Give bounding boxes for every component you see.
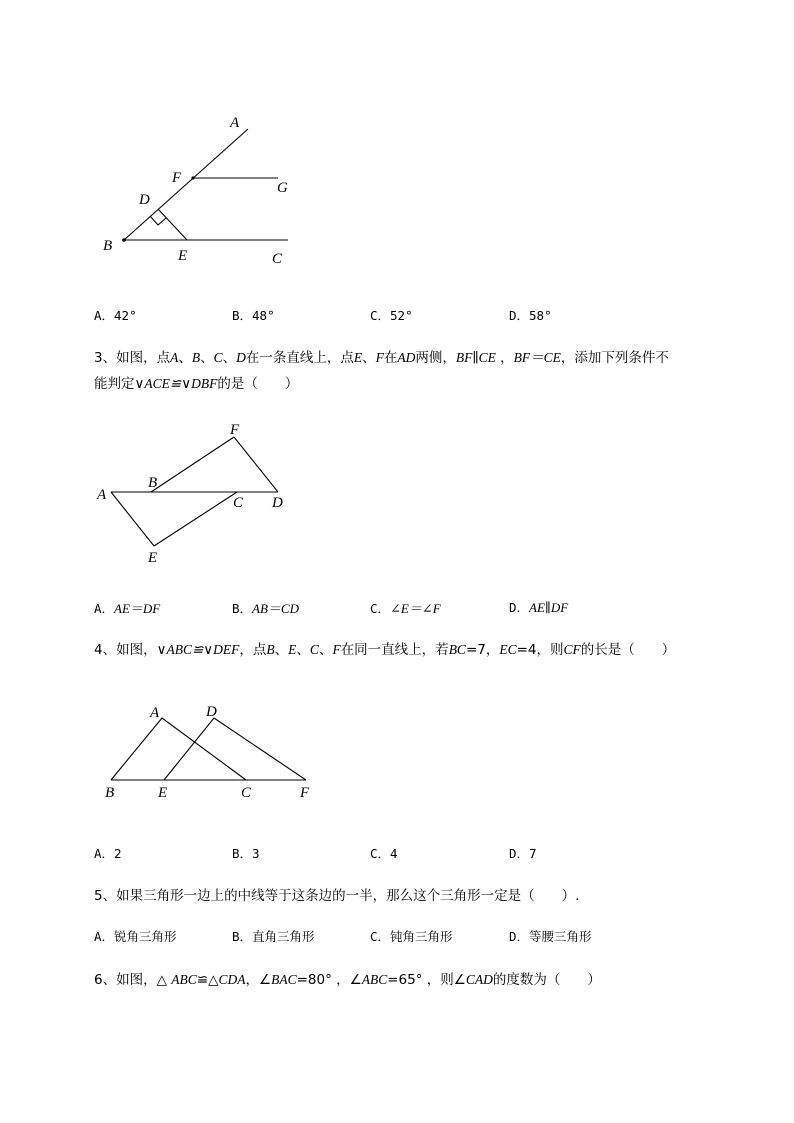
q3-question-line2: 能判定∨ACE≌∨DBF的是（ ） xyxy=(94,376,299,392)
label-d: D xyxy=(139,192,150,208)
segment-ec xyxy=(154,492,237,546)
point-f xyxy=(191,176,194,179)
point-b xyxy=(122,238,126,242)
segment-fd xyxy=(234,437,278,492)
segment-bf xyxy=(151,437,234,492)
label-b: B xyxy=(103,238,113,254)
q3-option-a[interactable]: A．AE＝DF xyxy=(94,601,161,616)
label-f: F xyxy=(300,785,310,801)
label-d: D xyxy=(206,704,217,720)
label-f: F xyxy=(230,422,240,438)
label-f: F xyxy=(172,170,182,186)
q2-option-b[interactable]: B．48° xyxy=(232,308,275,323)
label-b: B xyxy=(148,475,158,491)
q4-option-a[interactable]: A．2 xyxy=(94,846,122,861)
q4-question: 4、如图，∨ABC≌∨DEF，点B、E、C、F在同一直线上，若BC=7，EC=4，则CF的长是（ ） xyxy=(94,642,676,658)
figure-q2 xyxy=(0,0,400,290)
label-a: A xyxy=(97,487,107,503)
q5-option-a[interactable]: A．锐角三角形 xyxy=(94,929,177,944)
q4-option-c[interactable]: C．4 xyxy=(370,846,398,861)
label-c: C xyxy=(241,785,252,801)
right-angle-mark xyxy=(150,216,166,225)
ray-ba xyxy=(124,129,248,240)
label-e: E xyxy=(148,550,158,566)
label-g: G xyxy=(277,180,288,196)
q4-option-b[interactable]: B．3 xyxy=(232,846,260,861)
label-e: E xyxy=(178,248,188,264)
q4-option-d[interactable]: D．7 xyxy=(509,846,537,861)
q2-option-d[interactable]: D．58° xyxy=(509,308,552,323)
label-e: E xyxy=(158,785,168,801)
q6-question: 6、如图，△ ABC≌△CDA，∠BAC=80° ，∠ABC=65° ，则∠CAD的度数为（ ） xyxy=(94,972,601,988)
label-a: A xyxy=(150,705,160,721)
label-a: A xyxy=(230,115,240,131)
segment-de xyxy=(158,209,187,240)
q2-option-a[interactable]: A．42° xyxy=(94,308,137,323)
q5-question: 5、如果三角形一边上的中线等于这条边的一半，那么这个三角形一定是（ ）. xyxy=(94,888,580,904)
q5-option-b[interactable]: B．直角三角形 xyxy=(232,929,315,944)
label-d: D xyxy=(272,495,283,511)
label-c: C xyxy=(233,495,244,511)
triangle-abc xyxy=(111,718,246,780)
q3-question-line1: 3、如图，点A、B、C、D在一条直线上，点E、F在AD两侧，BF∥CE ，BF＝CE，添加下列条件不 xyxy=(94,350,669,366)
label-c: C xyxy=(272,251,283,267)
q3-option-c[interactable]: C．∠E＝∠F xyxy=(370,601,441,616)
q5-option-c[interactable]: C．钝角三角形 xyxy=(370,929,453,944)
q3-option-d[interactable]: D．AE∥DF xyxy=(509,600,569,615)
q3-option-b[interactable]: B．AB＝CD xyxy=(232,601,299,616)
figure-q3 xyxy=(0,400,400,580)
figure-q4 xyxy=(0,690,400,810)
triangle-def xyxy=(164,718,306,780)
q5-option-d[interactable]: D．等腰三角形 xyxy=(509,929,592,944)
segment-ae xyxy=(111,492,154,546)
label-b: B xyxy=(105,785,115,801)
q2-option-c[interactable]: C．52° xyxy=(370,308,413,323)
